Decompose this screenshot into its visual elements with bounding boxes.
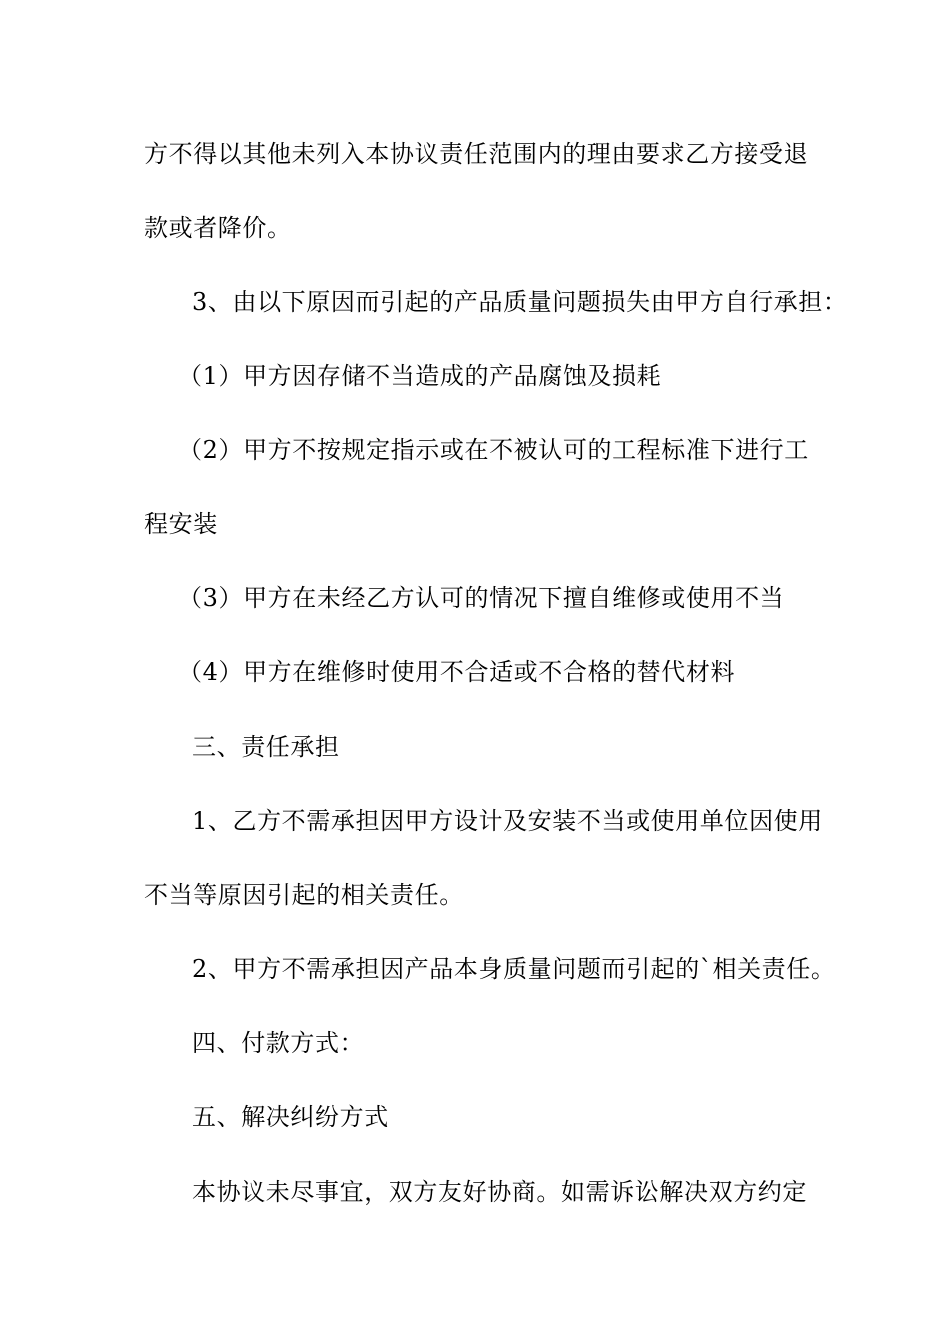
responsibility-clause-2: 2、甲方不需承担因产品本身质量问题而引起的`相关责任。 [192, 955, 836, 983]
clause-3-line: 3、由以下原因而引起的产品质量问题损失由甲方自行承担： [192, 288, 848, 316]
sub-item-1: （1）甲方因存储不当造成的产品腐蚀及损耗 [178, 362, 662, 390]
sub-item-3: （3）甲方在未经乙方认可的情况下擅自维修或使用不当 [178, 584, 785, 612]
sub-item-2: （2）甲方不按规定指示或在不被认可的工程标准下进行工 [178, 436, 809, 464]
section-heading-4: 四、付款方式： [192, 1029, 365, 1057]
sub-item-4: （4）甲方在维修时使用不合适或不合格的替代材料 [178, 658, 736, 686]
section-heading-5: 五、解决纠纷方式 [192, 1103, 389, 1131]
section-heading-3: 三、责任承担 [192, 733, 340, 761]
responsibility-clause-1: 1、乙方不需承担因甲方设计及安装不当或使用单位因使用 [192, 807, 823, 835]
responsibility-clause-1-continued: 不当等原因引起的相关责任。 [144, 881, 464, 909]
paragraph-line: 方不得以其他未列入本协议责任范围内的理由要求乙方接受退 [144, 140, 809, 168]
sub-item-2-continued: 程安装 [144, 510, 218, 538]
paragraph-line: 款或者降价。 [144, 214, 292, 242]
dispute-paragraph-line: 本协议未尽事宜，双方友好协商。如需诉讼解决双方约定 [192, 1178, 807, 1206]
